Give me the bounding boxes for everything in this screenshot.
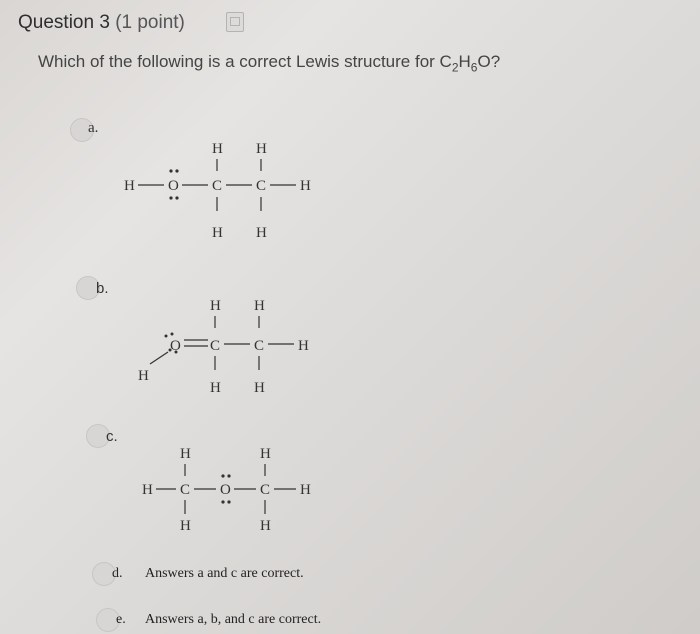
flag-icon[interactable]: [226, 12, 244, 32]
svg-text:C: C: [256, 178, 267, 194]
option-d-letter: d.: [112, 566, 123, 581]
option-a-letter: a.: [88, 120, 99, 136]
svg-text:H: H: [260, 446, 271, 462]
svg-text:H: H: [256, 225, 267, 241]
svg-text:H: H: [254, 298, 265, 314]
svg-text:H: H: [260, 518, 271, 534]
option-c-letter: c.: [106, 428, 118, 445]
question-number: Question 3: [18, 12, 110, 33]
svg-text:C: C: [254, 338, 265, 354]
structure-a: [118, 133, 338, 253]
svg-text:H: H: [180, 518, 191, 534]
question-stem: Which of the following is a correct Lewis structure for $C_2H_6O$?: [38, 52, 501, 75]
structure-c: [138, 440, 348, 545]
svg-text:H: H: [300, 178, 311, 194]
svg-text:C: C: [212, 178, 223, 194]
question-points: (1 point): [115, 12, 185, 33]
svg-text:C: C: [180, 482, 191, 498]
svg-text:H: H: [300, 482, 311, 498]
svg-text:H: H: [298, 338, 309, 354]
svg-text:H: H: [212, 225, 223, 241]
question-title: [18, 12, 185, 34]
svg-text:H: H: [180, 446, 191, 462]
option-e-text: Answers a, b, and c are correct.: [145, 612, 322, 627]
svg-text:H: H: [254, 380, 265, 396]
option-d-text: Answers a and c are correct.: [145, 566, 304, 581]
svg-text:H: H: [256, 141, 267, 157]
svg-text:H: H: [124, 178, 135, 194]
option-e-letter: e.: [116, 612, 126, 627]
svg-text:H: H: [142, 482, 153, 498]
svg-text:H: H: [210, 298, 221, 314]
option-b-letter: b.: [96, 280, 109, 297]
svg-text:H: H: [212, 141, 223, 157]
svg-text:O: O: [168, 178, 179, 194]
svg-text:H: H: [138, 368, 149, 384]
svg-text:C: C: [260, 482, 271, 498]
svg-text:C: C: [210, 338, 221, 354]
svg-text:O: O: [170, 338, 181, 354]
structure-b: [128, 290, 338, 405]
svg-text:O: O: [220, 482, 231, 498]
svg-text:H: H: [210, 380, 221, 396]
